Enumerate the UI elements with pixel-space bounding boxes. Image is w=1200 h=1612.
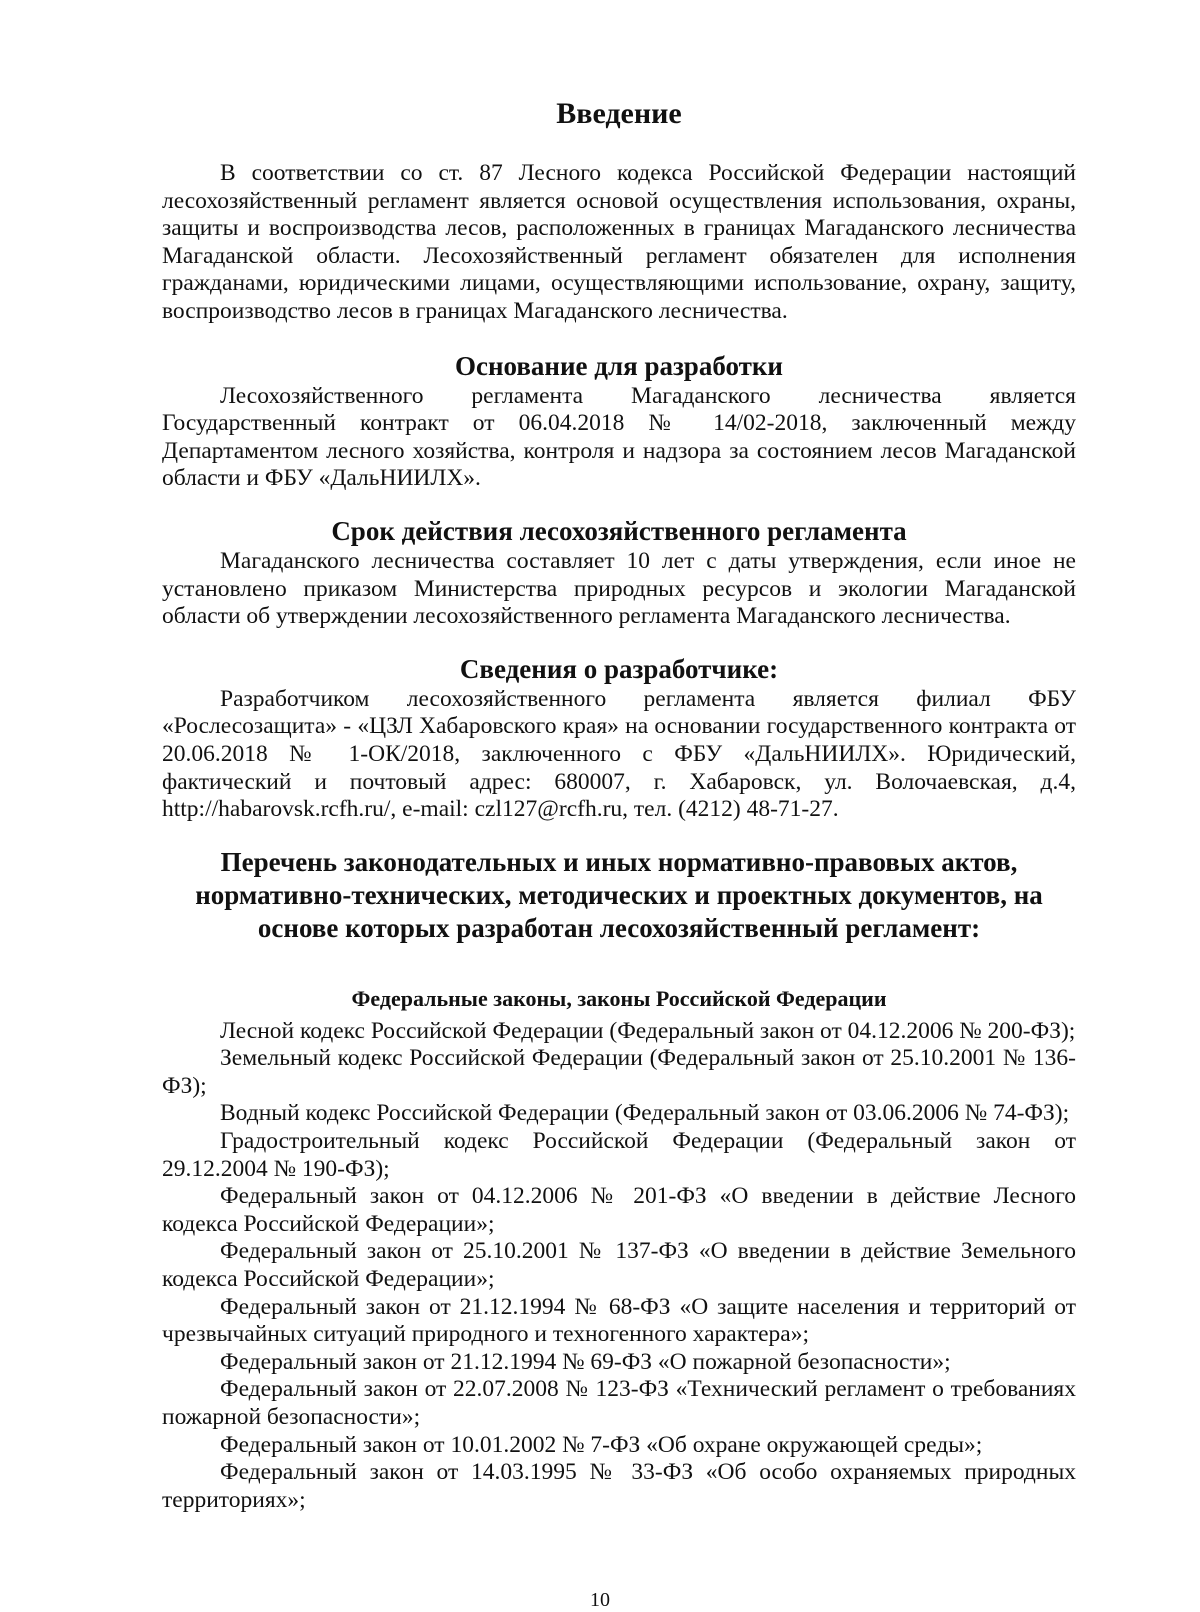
developer-heading: Сведения о разработчике: bbox=[459, 653, 779, 684]
page-content bbox=[162, 96, 1076, 1514]
list-item: Земельный кодекс Российской Федерации (Федеральный закон от 25.10.2001 № 136-ФЗ); bbox=[162, 1045, 1076, 1099]
page-number: 10 bbox=[590, 1589, 610, 1611]
federal-laws-subheading: Федеральные законы, законы Российской Федерации bbox=[351, 985, 887, 1011]
list-item: Федеральный закон от 14.03.1995 № 33-ФЗ «Об особо охраняемых природных территориях»; bbox=[162, 1459, 1076, 1513]
validity-paragraph: Магаданского лесничества составляет 10 лет с даты утверждения, если иное не установлено приказом Министерства природных ресурсов и экологии Магаданской области об утверждении лесохозяйственного регламента Магаданского лесничества. bbox=[162, 547, 1076, 630]
list-item: Федеральный закон от 22.07.2008 № 123-ФЗ «Технический регламент о требованиях пожарной безопасности»; bbox=[162, 1376, 1076, 1430]
acts-heading: Перечень законодательных и иных нормативно-правовых актов, нормативно-технических, методических и проектных документов, на основе которых разработан лесохозяйственный регламент: bbox=[195, 846, 1043, 943]
list-item: Градостроительный кодекс Российской Федерации (Федеральный закон от 29.12.2004 № 190-ФЗ); bbox=[162, 1128, 1076, 1182]
list-item: Федеральный закон от 10.01.2002 № 7-ФЗ «Об охране окружающей среды»; bbox=[220, 1431, 983, 1458]
basis-section bbox=[162, 350, 1076, 493]
list-item: Федеральный закон от 21.12.1994 № 68-ФЗ «О защите населения и территорий от чрезвычайных ситуаций природного и техногенного характера»; bbox=[162, 1293, 1076, 1348]
law-list bbox=[162, 1018, 1076, 1515]
basis-paragraph: Лесохозяйственного регламента Магаданского лесничества является Государственный контракт от 06.04.2018 № 14/02-2018, заключенный между Департаментом лесного хозяйства, контроля и надзора за состоянием лесов Магаданской области и ФБУ «ДальНИИЛХ». bbox=[162, 382, 1076, 492]
page-title: Введение bbox=[556, 97, 682, 130]
list-item: Водный кодекс Российской Федерации (Федеральный закон от 03.06.2006 № 74-ФЗ); bbox=[220, 1100, 1070, 1127]
list-item: Федеральный закон от 21.12.1994 № 69-ФЗ «О пожарной безопасности»; bbox=[220, 1348, 951, 1375]
acts-section bbox=[162, 846, 1076, 1515]
intro-paragraph: В соответствии со ст. 87 Лесного кодекса Российской Федерации настоящий лесохозяйственный регламент является основой осуществления использования, охраны, защиты и воспроизводства лесов, расположенных в границах Магаданского лесничества Магаданской области. Лесохозяйственный регламент обязателен для исполнения гражданами, юридическими лицами, осуществляющими использование, охрану, защиту, воспроизводство лесов в границах Магаданского лесничества. bbox=[162, 160, 1076, 324]
list-item: Федеральный закон от 25.10.2001 № 137-ФЗ «О введении в действие Земельного кодекса Российской Федерации»; bbox=[162, 1238, 1076, 1293]
list-item: Лесной кодекс Российской Федерации (Федеральный закон от 04.12.2006 № 200-ФЗ); bbox=[220, 1017, 1076, 1044]
list-item: Федеральный закон от 04.12.2006 № 201-ФЗ «О введении в действие Лесного кодекса Российской Федерации»; bbox=[162, 1183, 1076, 1237]
developer-paragraph: Разработчиком лесохозяйственного регламента является филиал ФБУ «Рослесозащита» - «ЦЗЛ Хабаровского края» на основании государственного контракта от 20.06.2018 № 1-ОК/2018, заключенного с ФБУ «ДальНИИЛХ». Юридический, фактический и почтовый адрес: 680007, г. Хабаровск, ул. Волочаевская, д.4, http://habarovsk.rcfh.ru/, e-mail: czl127@rcfh.ru, тел. (4212) 48-71-27. bbox=[162, 685, 1076, 823]
basis-heading: Основание для разработки bbox=[454, 350, 783, 381]
developer-section bbox=[162, 653, 1076, 824]
validity-section bbox=[162, 515, 1076, 631]
validity-heading: Срок действия лесохозяйственного регламента bbox=[331, 515, 907, 546]
